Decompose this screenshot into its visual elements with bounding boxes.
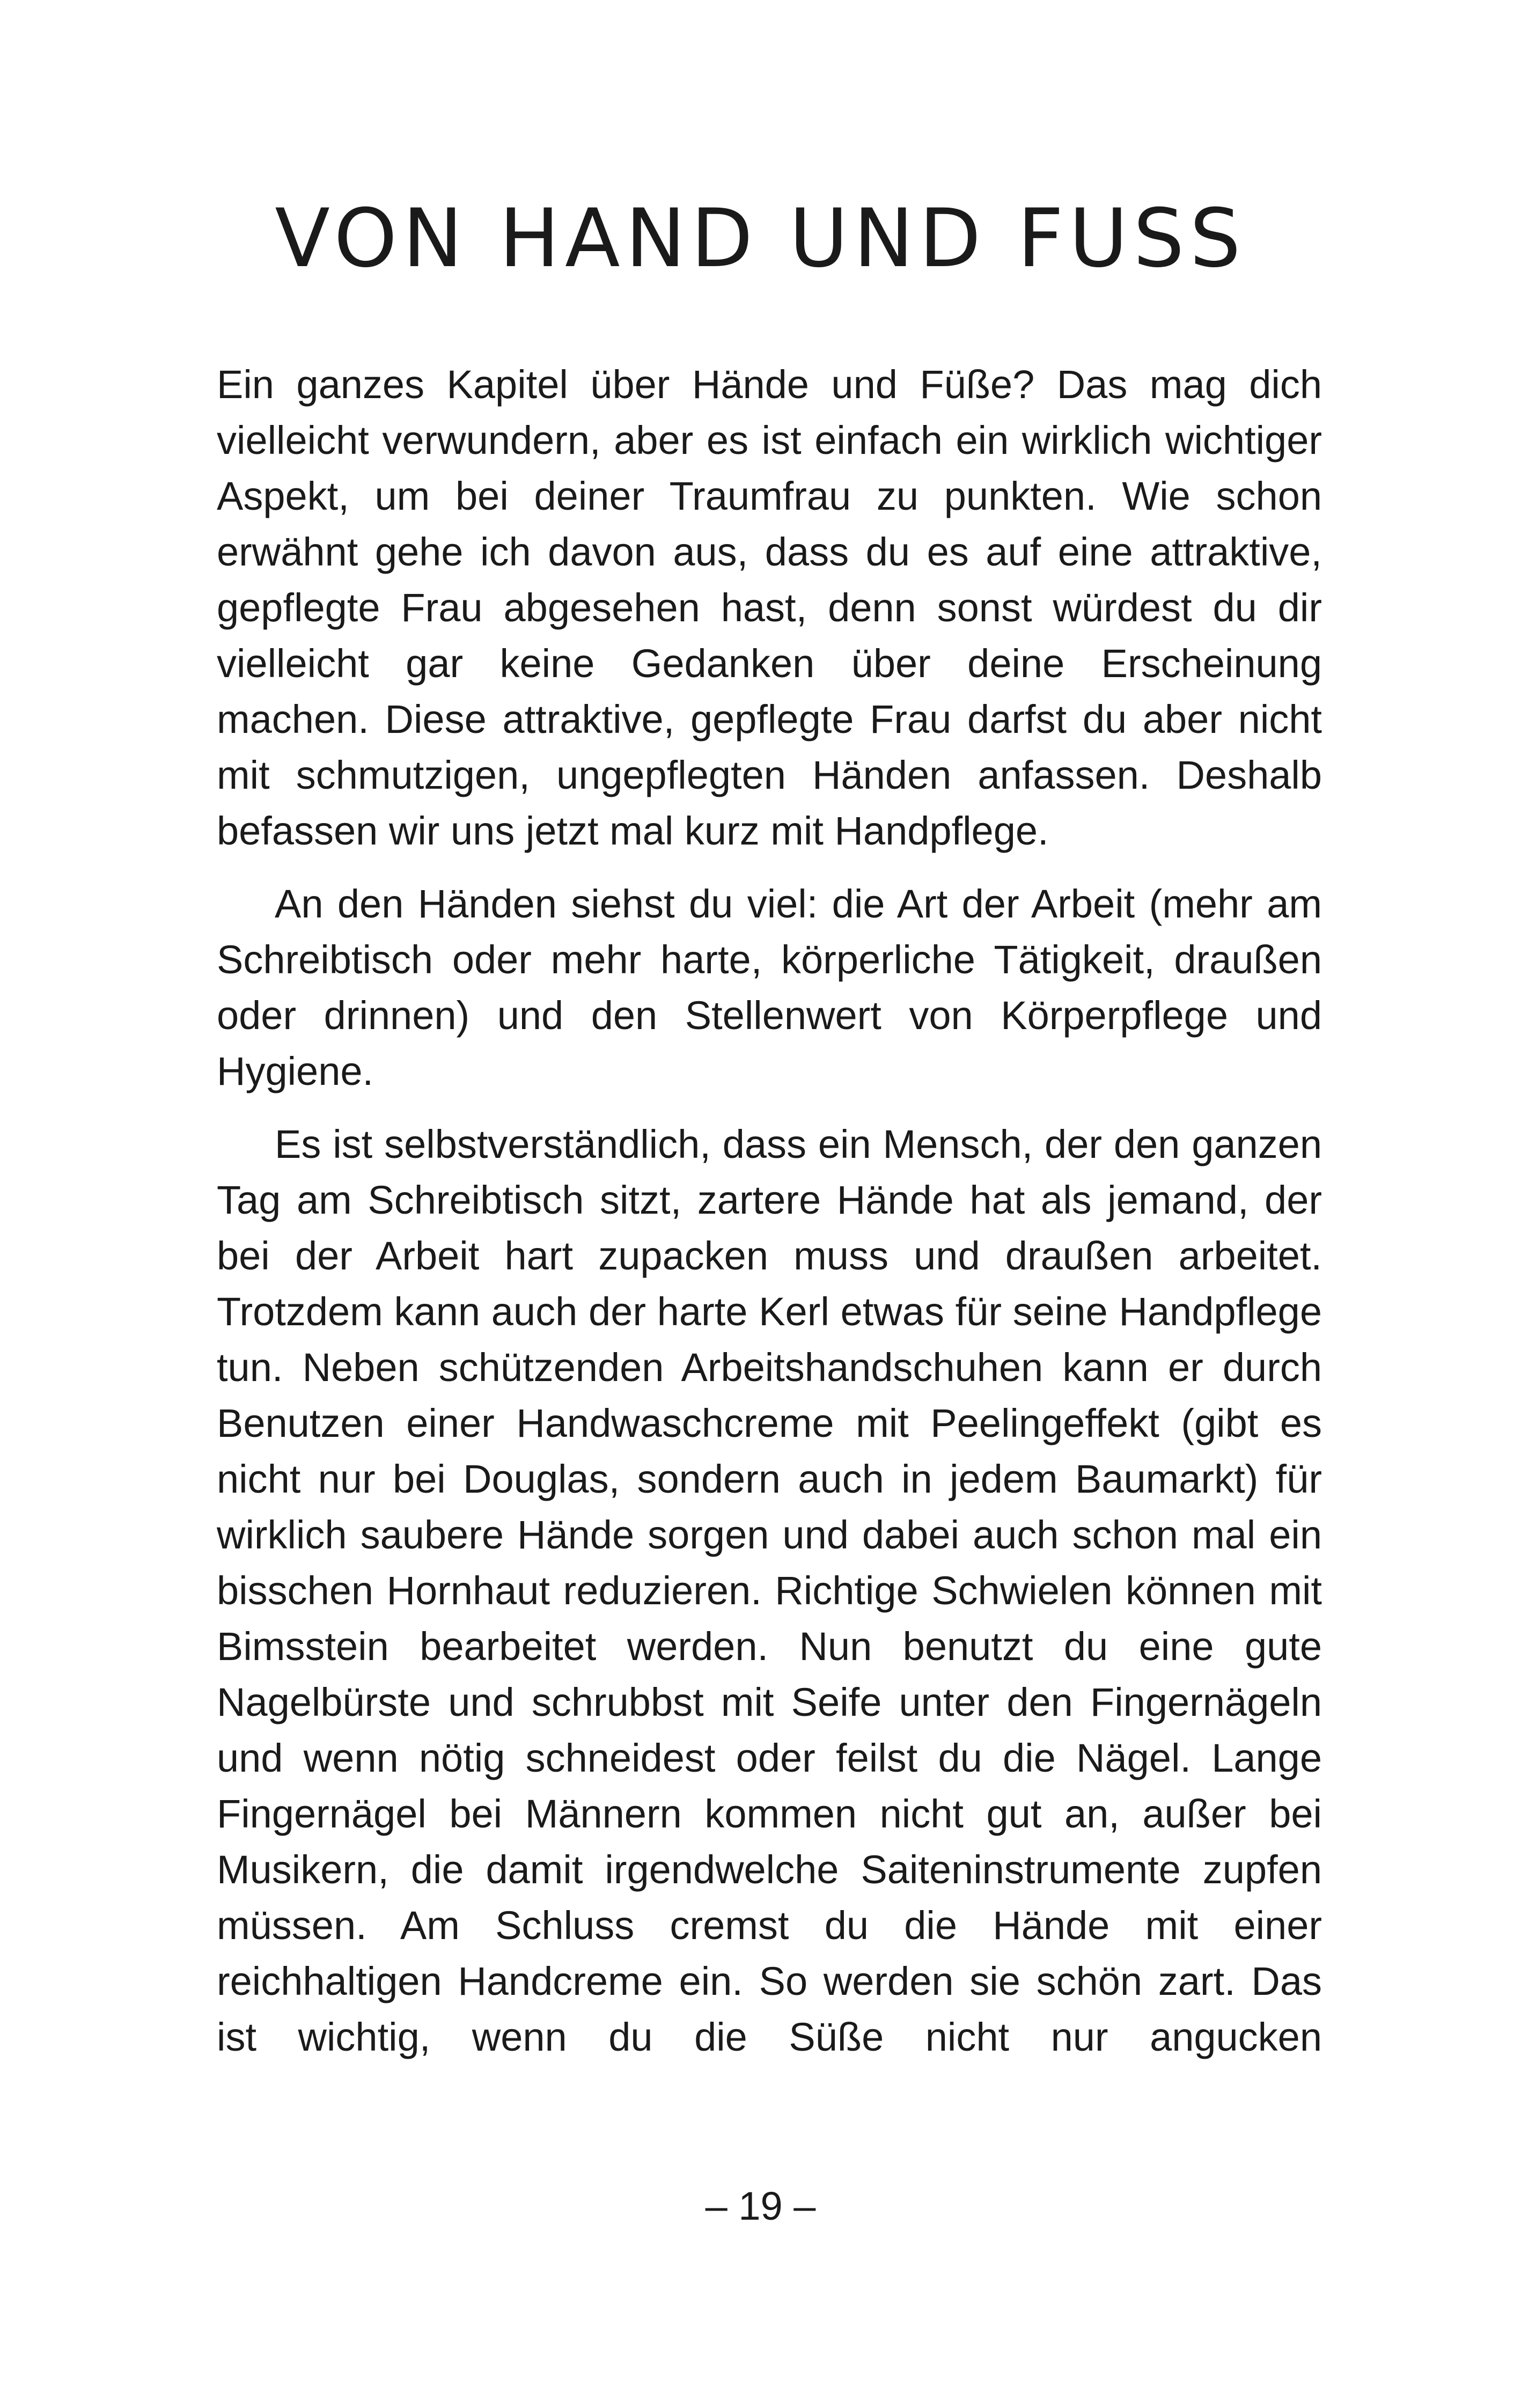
body-text [217,357,1322,2065]
paragraph-1: Ein ganzes Kapitel über Hände und Füße? Das mag dich vielleicht verwundern, aber es ist einfach ein wirklich wichtiger Aspekt, um bei deiner Traumfrau zu punkten. Wie schon erwähnt gehe ich davon aus, dass du es auf eine attraktive, gepflegte Frau abgesehen hast, denn sonst würdest du dir vielleicht gar keine Gedanken über deine Erscheinung machen. Diese attraktive, gepflegte Frau darfst du aber nicht mit schmutzigen, ungepflegten Händen anfassen. Deshalb befassen wir uns jetzt mal kurz mit Handpflege. [217,362,1322,853]
paragraph-3: Es ist selbstverständlich, dass ein Mensch, der den ganzen Tag am Schreibtisch sitzt, zartere Hände hat als jemand, der bei der Arbeit hart zupacken muss und draußen arbeitet. Trotzdem kann auch der harte Kerl etwas für seine Handpflege tun. Neben schützenden Arbeitshandschuhen kann er durch Benutzen einer Handwaschcreme mit Peelingeffekt (gibt es nicht nur bei Douglas, sondern auch in jedem Baumarkt) für wirklich saubere Hände sorgen und dabei auch schon mal ein bisschen Hornhaut reduzieren. Richtige Schwielen können mit Bimsstein bearbeitet werden. Nun benutzt du eine gute Nagelbürste und schrubbst mit Seife unter den Fingernägeln und wenn nötig schneidest oder feilst du die Nägel. Lange Fingernägel bei Männern kommen nicht gut an, außer bei Musikern, die damit irgendwelche Saiteninstrumente zupfen müssen. Am Schluss cremst du die Hände mit einer reichhaltigen Handcreme ein. So werden sie schön zart. Das ist wichtig, wenn du die Süße nicht nur angucken [217,1122,1322,2059]
chapter-title: VON HAND UND FUSS [275,192,1246,285]
page-number: – 19 – [705,2184,816,2228]
paragraph-2: An den Händen siehst du viel: die Art der Arbeit (mehr am Schreibtisch oder mehr harte, körperliche Tätigkeit, draußen oder drinnen) und den Stellenwert von Körperpflege und Hygiene. [217,882,1322,1093]
